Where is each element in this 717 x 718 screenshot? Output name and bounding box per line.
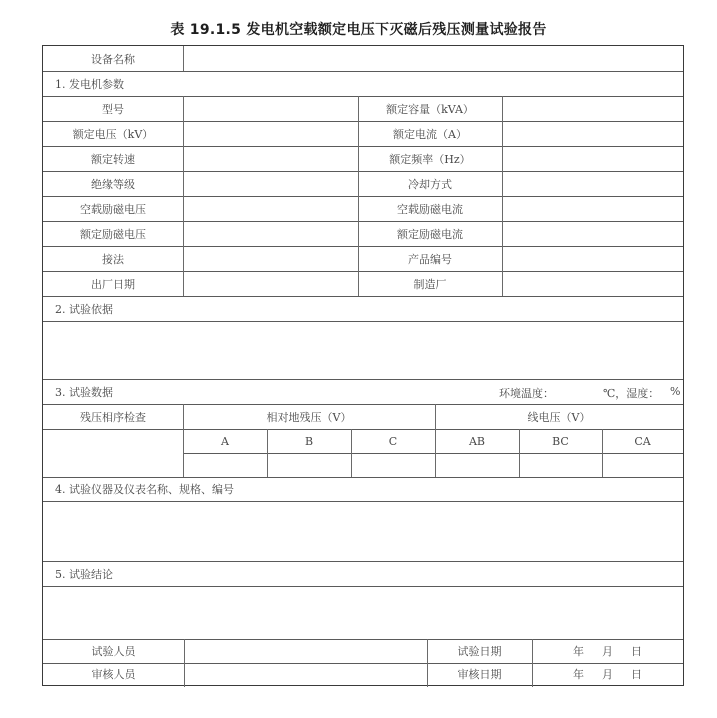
device-name-field[interactable] xyxy=(183,46,683,71)
humidity-percent-unit: % xyxy=(670,385,681,398)
param-field-noload-excitation-voltage[interactable] xyxy=(183,196,358,221)
param-label-cooling-method: 冷却方式 xyxy=(408,177,452,191)
reviewer-label: 审核人员 xyxy=(91,668,136,681)
param-label-rated-current: 额定电流（A） xyxy=(393,127,467,141)
month-label: 月 xyxy=(602,645,613,658)
phase-sequence-check-field[interactable] xyxy=(43,429,183,477)
param-label-rated-voltage: 额定电压（kV） xyxy=(72,127,154,141)
review-date-label: 审核日期 xyxy=(457,668,502,681)
param-field-rated-speed[interactable] xyxy=(183,146,358,171)
report-title: 表 19.1.5 发电机空载额定电压下灭磁后残压测量试验报告 xyxy=(170,22,547,38)
value-bc-field[interactable] xyxy=(519,453,602,477)
param-label-rated-excitation-current: 额定励磁电流 xyxy=(397,227,463,241)
param-label-manufacturer: 制造厂 xyxy=(413,277,447,291)
conclusion-field[interactable] xyxy=(43,586,683,639)
test-date-field[interactable] xyxy=(532,639,683,663)
param-label-rated-excitation-voltage: 额定励磁电压 xyxy=(80,227,146,241)
param-label-factory-date: 出厂日期 xyxy=(91,277,135,291)
param-label-noload-excitation-voltage: 空载励磁电压 xyxy=(80,202,146,216)
column-header-bc: BC xyxy=(552,434,569,448)
column-header-a: A xyxy=(221,434,229,448)
instruments-field[interactable] xyxy=(43,501,683,561)
param-label-rated-frequency: 额定频率（Hz） xyxy=(389,152,471,166)
section-2-heading: 2. 试验依据 xyxy=(55,302,113,316)
param-label-insulation-class: 绝缘等级 xyxy=(91,177,135,191)
param-label-rated-capacity: 额定容量（kVA） xyxy=(386,102,474,116)
section-4-heading: 4. 试验仪器及仪表名称、规格、编号 xyxy=(55,483,234,496)
param-field-noload-excitation-current[interactable] xyxy=(502,196,683,221)
param-label-rated-speed: 额定转速 xyxy=(91,152,135,166)
test-date-label: 试验日期 xyxy=(457,645,502,658)
param-field-rated-excitation-current[interactable] xyxy=(502,221,683,246)
env-humidity-label: ℃，湿度： xyxy=(603,387,660,400)
value-ca-field[interactable] xyxy=(602,453,683,477)
section-1-heading: 1. 发电机参数 xyxy=(55,77,124,91)
section-3-heading: 3. 试验数据 xyxy=(55,385,113,399)
column-header-c: C xyxy=(388,434,398,448)
param-field-insulation-class[interactable] xyxy=(183,171,358,196)
test-basis-field[interactable] xyxy=(43,321,683,379)
day-label: 日 xyxy=(631,645,642,658)
phase-sequence-check-label: 残压相序检查 xyxy=(80,410,146,424)
reviewer-field[interactable] xyxy=(184,663,427,685)
month-label: 月 xyxy=(602,668,613,681)
param-label-noload-excitation-current: 空载励磁电流 xyxy=(397,202,463,216)
value-ab-field[interactable] xyxy=(435,453,519,477)
value-a-field[interactable] xyxy=(183,453,267,477)
review-date-field[interactable] xyxy=(532,663,683,685)
value-c-field[interactable] xyxy=(351,453,435,477)
env-temperature-label: 环境温度： xyxy=(499,387,554,400)
param-field-rated-frequency[interactable] xyxy=(502,146,683,171)
tester-field[interactable] xyxy=(184,639,427,663)
param-field-rated-current[interactable] xyxy=(502,121,683,146)
column-header-b: B xyxy=(304,434,314,448)
param-field-rated-capacity[interactable] xyxy=(502,96,683,121)
param-field-model[interactable] xyxy=(183,96,358,121)
param-field-rated-excitation-voltage[interactable] xyxy=(183,221,358,246)
tester-label: 试验人员 xyxy=(91,645,136,658)
param-field-product-number[interactable] xyxy=(502,246,683,271)
report-form xyxy=(42,45,684,686)
column-header-ca: CA xyxy=(634,434,651,448)
param-field-cooling-method[interactable] xyxy=(502,171,683,196)
value-b-field[interactable] xyxy=(267,453,351,477)
param-field-factory-date[interactable] xyxy=(183,271,358,296)
line-voltage-header: 线电压（V） xyxy=(527,410,591,424)
param-field-connection[interactable] xyxy=(183,246,358,271)
param-label-product-number: 产品编号 xyxy=(408,252,452,266)
section-5-heading: 5. 试验结论 xyxy=(55,567,113,581)
ground-residual-voltage-header: 相对地残压（V） xyxy=(266,410,352,424)
year-label: 年 xyxy=(573,645,584,658)
param-label-model: 型号 xyxy=(102,102,124,116)
device-name-label: 设备名称 xyxy=(91,52,135,66)
param-field-manufacturer[interactable] xyxy=(502,271,683,296)
column-header-ab: AB xyxy=(468,434,486,448)
day-label: 日 xyxy=(631,668,642,681)
param-label-connection: 接法 xyxy=(102,252,124,266)
param-field-rated-voltage[interactable] xyxy=(183,121,358,146)
year-label: 年 xyxy=(573,668,584,681)
